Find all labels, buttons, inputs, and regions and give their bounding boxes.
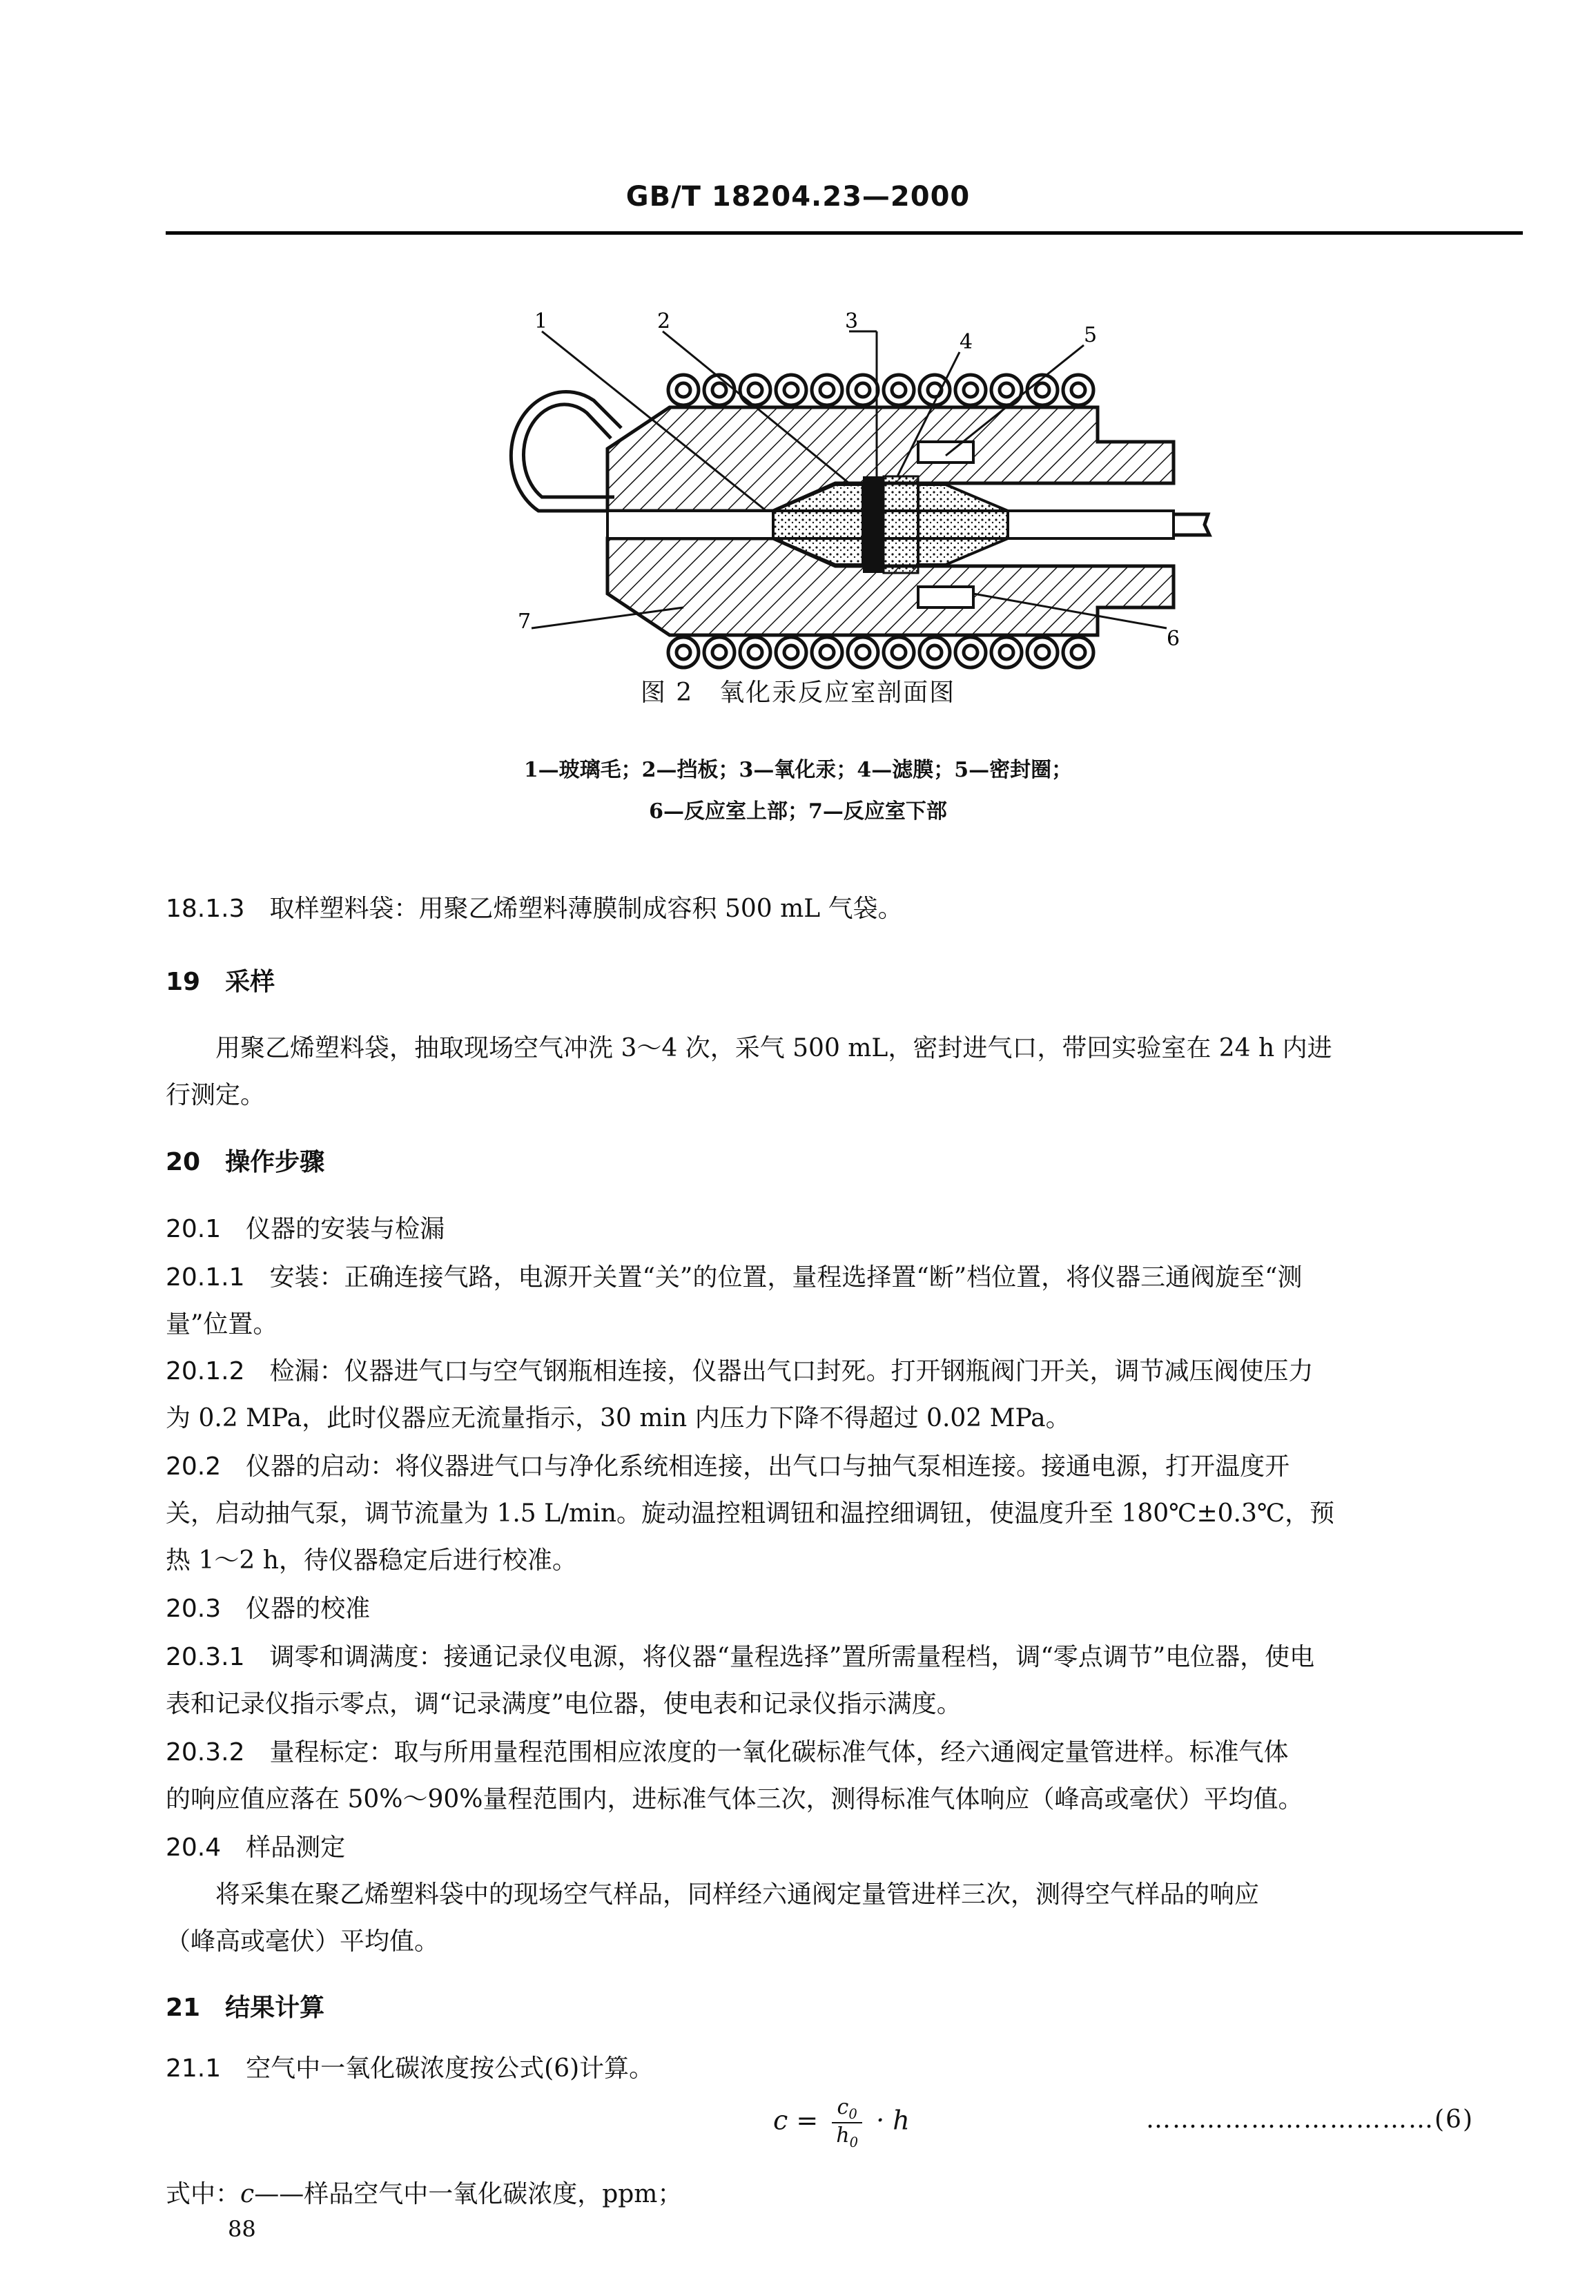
heater-coil-ring-inner bbox=[1000, 645, 1013, 659]
heater-coil-ring-inner bbox=[820, 383, 834, 397]
heater-coil-ring-inner bbox=[1035, 383, 1049, 397]
callout-7: 7 bbox=[518, 610, 532, 634]
heater-coil-ring-inner bbox=[1071, 645, 1085, 659]
heater-coil-ring-inner bbox=[784, 383, 798, 397]
figure-legend-line-2: 6—反应室上部；7—反应室下部 bbox=[649, 799, 947, 824]
equation-number: ……………………………(6) bbox=[1146, 2105, 1474, 2134]
section-19-paragraph-line-1: 用聚乙烯塑料袋，抽取现场空气冲洗 3～4 次，采气 500 mL，密封进气口，带回实验室在 24 h 内进 bbox=[215, 1034, 1332, 1062]
callout-4: 4 bbox=[960, 330, 973, 354]
heater-coil-ring-inner bbox=[892, 383, 906, 397]
heater-coil-ring-inner bbox=[1000, 383, 1013, 397]
clause-20-2-line-1: 20.2 仪器的启动：将仪器进气口与净化系统相连接，出气口与抽气泵相连接。接通电源，打开温度开 bbox=[166, 1452, 1290, 1481]
heater-coil-ring-inner bbox=[856, 383, 870, 397]
clause-20-1-1-line-2: 量”位置。 bbox=[166, 1310, 278, 1339]
heater-coil-ring-inner bbox=[677, 645, 690, 659]
clause-20-3: 20.3 仪器的校准 bbox=[166, 1595, 371, 1623]
heater-coil-ring-inner bbox=[748, 645, 762, 659]
formula-denominator: h bbox=[836, 2123, 850, 2148]
formula-rhs: · h bbox=[876, 2105, 910, 2136]
callout-6: 6 bbox=[1167, 627, 1180, 651]
heater-coil-ring-inner bbox=[784, 645, 798, 659]
heater-coil-ring-inner bbox=[856, 645, 870, 659]
clause-20-1: 20.1 仪器的安装与检漏 bbox=[166, 1215, 445, 1243]
clause-20-3-1-line-1: 20.3.1 调零和调满度：接通记录仪电源，将仪器“量程选择”置所需量程档，调“零点调节”电位器，使电 bbox=[166, 1643, 1315, 1671]
heater-coil-ring-inner bbox=[748, 383, 762, 397]
clause-20-3-2-line-2: 的响应值应落在 50%～90%量程范围内，进标准气体三次，测得标准气体响应（峰高或毫伏）平均值。 bbox=[166, 1785, 1303, 1813]
figure-legend-line-1: 1—玻璃毛；2—挡板；3—氧化汞；4—滤膜；5—密封圈； bbox=[523, 758, 1073, 782]
callout-1: 1 bbox=[534, 309, 548, 333]
clause-20-2-line-2: 关，启动抽气泵，调节流量为 1.5 L/min。旋动温控粗调钮和温控细调钮，使温度升至 180℃±0.3℃，预 bbox=[166, 1499, 1335, 1528]
heater-coil-ring-inner bbox=[712, 383, 726, 397]
callout-3: 3 bbox=[845, 309, 859, 333]
clause-20-4: 20.4 样品测定 bbox=[166, 1833, 346, 1862]
clause-18-1-3: 18.1.3 取样塑料袋：用聚乙烯塑料薄膜制成容积 500 mL 气袋。 bbox=[166, 895, 903, 923]
heater-coil-ring-inner bbox=[1035, 645, 1049, 659]
clause-20-3-2-line-1: 20.3.2 量程标定：取与所用量程范围相应浓度的一氧化碳标准气体，经六通阀定量管进样。标准气体 bbox=[166, 1738, 1289, 1767]
section-19-heading: 19 采样 bbox=[166, 968, 275, 996]
clause-20-1-2-line-2: 为 0.2 MPa，此时仪器应无流量指示，30 min 内压力下降不得超过 0.02 MPa。 bbox=[166, 1404, 1071, 1432]
section-20-heading: 20 操作步骤 bbox=[166, 1148, 325, 1176]
formula-fraction: $\frac{c_0}{h_0}$ bbox=[832, 2095, 862, 2150]
reaction-chamber-diagram bbox=[476, 304, 1243, 670]
formula-6 bbox=[773, 2095, 910, 2150]
heater-coil-ring-inner bbox=[928, 645, 942, 659]
section-21-heading: 21 结果计算 bbox=[166, 1994, 325, 2022]
formula-lhs: c = bbox=[773, 2105, 819, 2136]
heater-coil-ring-inner bbox=[1071, 383, 1085, 397]
clause-20-3-1-line-2: 表和记录仪指示零点，调“记录满度”电位器，使电表和记录仪指示满度。 bbox=[166, 1690, 962, 1718]
clause-20-4-paragraph-line-2: （峰高或毫伏）平均值。 bbox=[166, 1927, 440, 1956]
heater-coil-ring-inner bbox=[712, 645, 726, 659]
heater-coil-ring-inner bbox=[820, 645, 834, 659]
callout-5: 5 bbox=[1084, 323, 1098, 347]
heater-coil-ring-inner bbox=[892, 645, 906, 659]
heater-coil-ring-inner bbox=[964, 645, 977, 659]
section-19-paragraph-line-2: 行测定。 bbox=[166, 1081, 266, 1109]
heater-coil-ring-inner bbox=[677, 383, 690, 397]
clause-21-1: 21.1 空气中一氧化碳浓度按公式(6)计算。 bbox=[166, 2054, 654, 2083]
figure-caption: 图 2 氧化汞反应室剖面图 bbox=[640, 679, 956, 707]
heater-coil-ring-inner bbox=[964, 383, 977, 397]
header-rule bbox=[166, 231, 1523, 235]
clause-20-4-paragraph-line-1: 将采集在聚乙烯塑料袋中的现场空气样品，同样经六通阀定量管进样三次，测得空气样品的响应 bbox=[215, 1880, 1260, 1909]
formula-numerator: c bbox=[837, 2095, 849, 2119]
document-header: GB/T 18204.23—2000 bbox=[625, 181, 971, 213]
where-clause: 式中：c——样品空气中一氧化碳浓度，ppm； bbox=[166, 2180, 683, 2208]
clause-20-1-2-line-1: 20.1.2 检漏：仪器进气口与空气钢瓶相连接，仪器出气口封死。打开钢瓶阀门开关，调节减压阀使压力 bbox=[166, 1357, 1314, 1385]
page-number: 88 bbox=[228, 2216, 256, 2242]
callout-2: 2 bbox=[657, 309, 671, 333]
clause-20-2-line-3: 热 1～2 h，待仪器稳定后进行校准。 bbox=[166, 1546, 577, 1575]
clause-20-1-1-line-1: 20.1.1 安装：正确连接气路，电源开关置“关”的位置，量程选择置“断”档位置，将仪器三通阀旋至“测 bbox=[166, 1263, 1303, 1292]
